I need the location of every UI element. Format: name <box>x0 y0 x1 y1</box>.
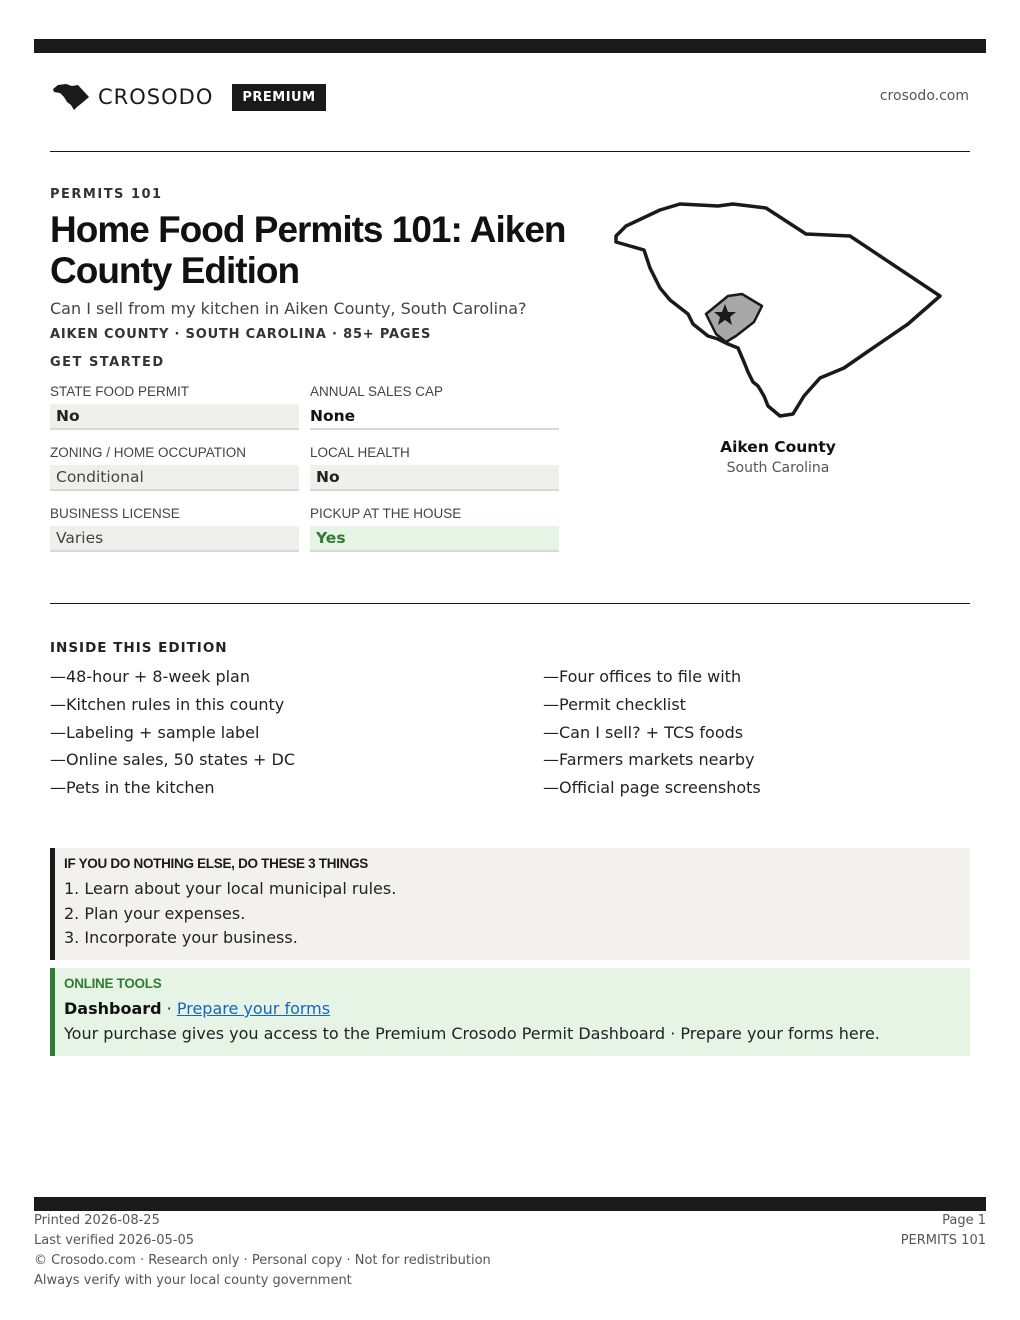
contents-list-left <box>50 666 295 805</box>
footer-section: PERMITS 101 <box>900 1233 986 1248</box>
list-item: —48-hour + 8-week plan <box>50 667 250 686</box>
three-things-callout <box>50 848 970 960</box>
callout-heading: ONLINE TOOLS <box>64 976 162 991</box>
summary-cell-business-license <box>50 504 299 565</box>
summary-label: BUSINESS LICENSE <box>50 506 180 521</box>
summary-cell-pickup <box>310 504 559 565</box>
list-item: —Official page screenshots <box>543 778 761 798</box>
map-state-label: South Carolina <box>726 460 830 476</box>
list-item: 3. Incorporate your business. <box>64 928 298 947</box>
verified-date: Last verified 2026-05-05 <box>34 1233 194 1248</box>
tools-links <box>64 998 970 1023</box>
tools-description: Your purchase gives you access to the Premium Crosodo Permit Dashboard · Prepare your forms here. <box>64 1024 880 1043</box>
south-carolina-logo-icon <box>52 83 90 111</box>
summary-value: None <box>310 404 559 430</box>
header-divider <box>50 151 970 152</box>
state-map <box>608 196 948 426</box>
page-number: Page 1 <box>942 1213 986 1228</box>
inside-heading: INSIDE THIS EDITION <box>50 640 228 656</box>
top-bar <box>34 39 986 53</box>
state-outline <box>616 204 940 416</box>
summary-label: PICKUP AT THE HOUSE <box>310 506 462 521</box>
page-subtitle: Can I sell from my kitchen in Aiken County, South Carolina? <box>50 299 527 318</box>
summary-cell-state-food-permit <box>50 382 299 443</box>
list-item: —Labeling + sample label <box>50 722 260 742</box>
brand-name: CROSODO <box>98 85 214 109</box>
list-item: —Permit checklist <box>543 694 686 714</box>
online-tools-callout <box>50 968 970 1056</box>
get-started-heading: GET STARTED <box>50 355 165 370</box>
summary-value: Conditional <box>50 465 299 491</box>
printed-date: Printed 2026-08-25 <box>34 1213 160 1228</box>
footer-right <box>901 1211 986 1251</box>
disclaimer: Always verify with your local county government <box>34 1273 352 1288</box>
summary-value: Yes <box>310 526 559 552</box>
section-eyebrow: PERMITS 101 <box>50 187 163 202</box>
summary-label: ZONING / HOME OCCUPATION <box>50 445 247 460</box>
summary-cell-zoning <box>50 443 299 504</box>
section-divider <box>50 603 970 604</box>
summary-cell-annual-sales-cap <box>310 382 559 443</box>
contents-list-right <box>543 666 761 805</box>
page-title: Home Food Permits 101: Aiken County Edition <box>50 209 566 291</box>
dashboard-label: Dashboard <box>64 999 162 1018</box>
list-item: 2. Plan your expenses. <box>64 903 246 923</box>
summary-value: No <box>310 465 559 491</box>
footer-left <box>34 1211 491 1291</box>
summary-value: Varies <box>50 526 299 552</box>
summary-label: LOCAL HEALTH <box>310 445 410 460</box>
summary-cell-local-health <box>310 443 559 504</box>
list-item: —Can I sell? + TCS foods <box>543 722 744 742</box>
list-item: —Four offices to file with <box>543 667 742 686</box>
list-item: —Farmers markets nearby <box>543 750 755 770</box>
three-things-list <box>64 878 970 952</box>
edition-meta: AIKEN COUNTY · SOUTH CAROLINA · 85+ PAGES <box>50 327 432 342</box>
permit-summary-grid <box>50 382 559 565</box>
summary-label: ANNUAL SALES CAP <box>310 384 444 399</box>
footer-bar <box>34 1197 986 1211</box>
site-url[interactable]: crosodo.com <box>879 88 969 104</box>
list-item: 1. Learn about your local municipal rules. <box>64 879 397 898</box>
map-county-label: Aiken County <box>720 438 836 456</box>
callout-heading: IF YOU DO NOTHING ELSE, DO THESE 3 THINGS <box>64 856 368 871</box>
summary-value: No <box>50 404 299 430</box>
list-item: —Kitchen rules in this county <box>50 694 285 714</box>
premium-badge: PREMIUM <box>232 84 325 111</box>
separator: · <box>161 999 177 1018</box>
summary-label: STATE FOOD PERMIT <box>50 384 190 399</box>
list-item: —Online sales, 50 states + DC <box>50 750 296 770</box>
copyright: © Crosodo.com · Research only · Personal copy · Not for redistribution <box>34 1253 491 1268</box>
list-item: —Pets in the kitchen <box>50 778 215 798</box>
brand[interactable] <box>52 82 326 112</box>
prepare-forms-link[interactable]: Prepare your forms <box>176 999 331 1018</box>
